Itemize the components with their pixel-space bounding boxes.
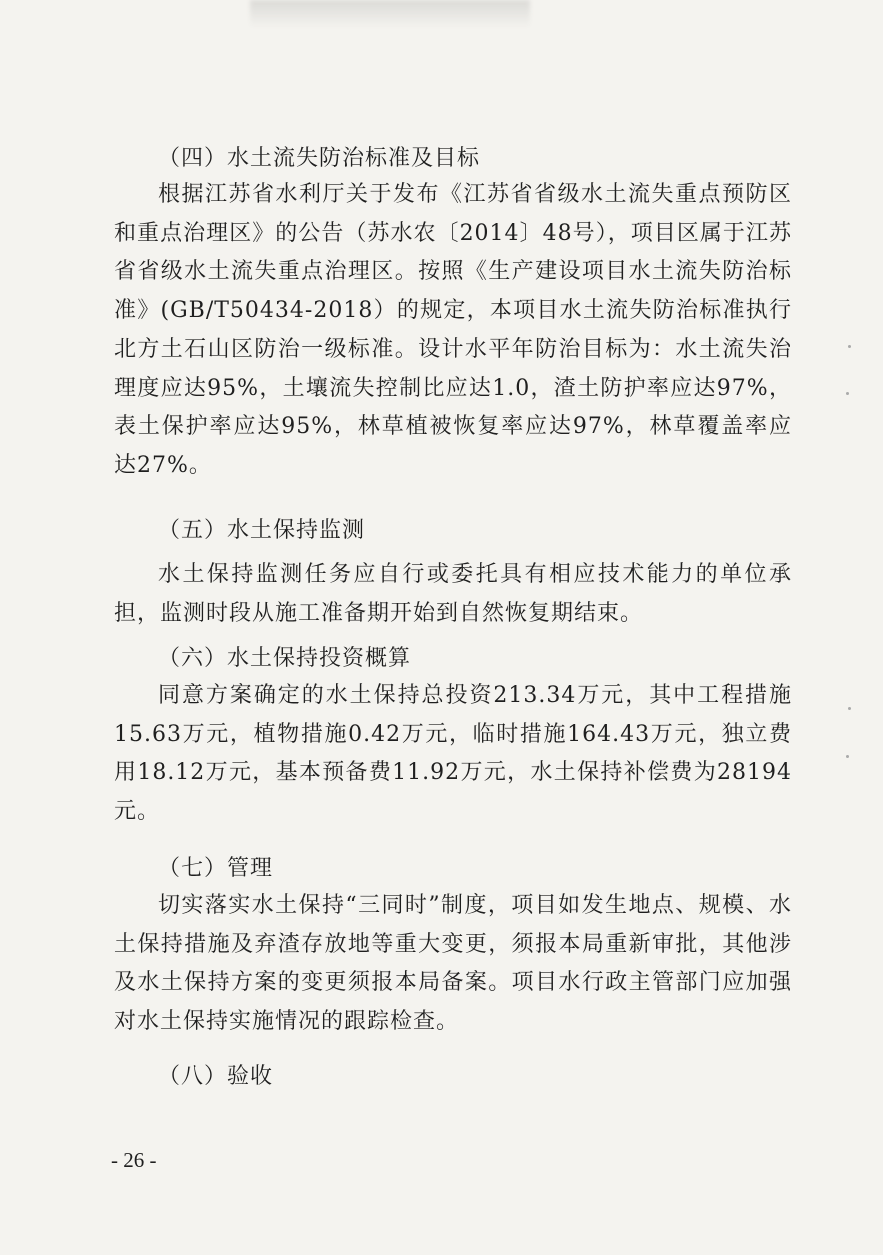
section-5-paragraph: 水土保持监测任务应自行或委托具有相应技术能力的单位承担，监测时段从施工准备期开始到自然恢复期结束。 [114,562,792,626]
section-6-paragraph: 同意方案确定的水土保持总投资213.34万元，其中工程措施15.63万元，植物措施0.42万元，临时措施164.43万元，独立费用18.12万元，基本预备费11.92万元，水土保持补偿费为28194元。 [114,683,792,825]
top-bleed-through [250,0,530,28]
section-heading-7: （七）管理 [158,856,274,881]
scan-speck [848,345,851,348]
section-heading-4: （四）水土流失防治标准及目标 [158,146,481,171]
page-number: - 26 - [111,1148,157,1172]
scan-speck [846,392,849,395]
section-heading-6: （六）水土保持投资概算 [158,646,412,671]
section-7-paragraph: 切实落实水土保持“三同时”制度，项目如发生地点、规模、水土保持措施及弃渣存放地等重大变更，须报本局重新审批，其他涉及水土保持方案的变更须报本局备案。项目水行政主管部门应加强对水土保持实施情况的跟踪检查。 [114,893,792,1035]
section-heading-5: （五）水土保持监测 [158,518,366,543]
scan-speck [848,707,851,710]
section-4-paragraph: 根据江苏省水利厅关于发布《江苏省省级水土流失重点预防区和重点治理区》的公告（苏水农〔2014〕48号），项目区属于江苏省省级水土流失重点治理区。按照《生产建设项目水土流失防治标准》(GB/T50434-2018）的规定，本项目水土流失防治标准执行北方土石山区防治一级标准。设计水平年防治目标为：水土流失治理度应达95%，土壤流失控制比应达1.0，渣土防护率应达97%，表土保护率应达95%，林草植被恢复率应达97%，林草覆盖率应达27%。 [114,182,792,478]
section-heading-8: （八）验收 [158,1064,274,1089]
scan-speck [846,755,849,758]
